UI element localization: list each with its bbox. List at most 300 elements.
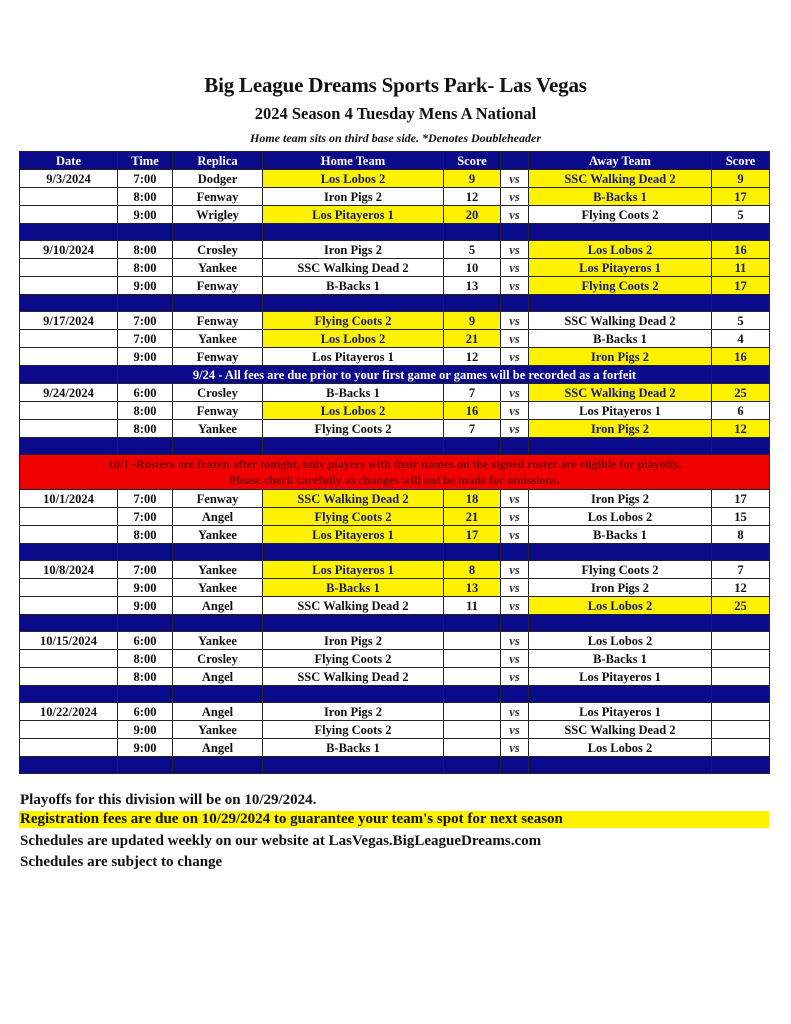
game-replica-field: Fenway [173, 188, 263, 206]
game-replica-field: Angel [173, 597, 263, 615]
away-team: Flying Coots 2 [529, 561, 712, 579]
game-time: 8:00 [118, 420, 173, 438]
home-score: 20 [444, 206, 501, 224]
away-team: Los Lobos 2 [529, 508, 712, 526]
game-row [20, 721, 770, 739]
game-replica-field: Angel [173, 703, 263, 721]
game-time: 9:00 [118, 348, 173, 366]
home-score: 21 [444, 330, 501, 348]
col-header-away-score: Score [712, 152, 770, 170]
week-separator-row [20, 686, 770, 703]
game-row [20, 650, 770, 668]
roster-banner-line-2: Please check carefully as changes will not be made for omissions. [229, 473, 560, 487]
away-score [712, 650, 770, 668]
vs-label: vs [501, 420, 529, 438]
away-score: 17 [712, 277, 770, 295]
away-score: 12 [712, 579, 770, 597]
roster-banner-line-1: 10/1 -Rosters are frozen after tonight, only players with their names on the signed roster are eligible for playoffs. [107, 457, 682, 471]
home-score: 13 [444, 277, 501, 295]
home-score [444, 668, 501, 686]
separator-cell [173, 544, 263, 561]
game-row [20, 739, 770, 757]
separator-cell [263, 295, 444, 312]
page-subtitle: 2024 Season 4 Tuesday Mens A National [254, 104, 537, 123]
game-time: 8:00 [118, 259, 173, 277]
game-row [20, 188, 770, 206]
separator-cell [263, 615, 444, 632]
away-score: 5 [712, 312, 770, 330]
home-score: 8 [444, 561, 501, 579]
home-team: Los Lobos 2 [263, 170, 444, 188]
week-separator-row [20, 438, 770, 455]
separator-cell [501, 757, 529, 774]
home-team-note: Home team sits on third base side. *Denotes Doubleheader [250, 131, 541, 145]
away-team: Los Lobos 2 [529, 597, 712, 615]
game-row [20, 703, 770, 721]
game-replica-field: Crosley [173, 384, 263, 402]
game-row [20, 526, 770, 544]
game-date [20, 508, 118, 526]
away-team: Los Pitayeros 1 [529, 668, 712, 686]
col-header-time: Time [118, 152, 173, 170]
game-time: 9:00 [118, 739, 173, 757]
game-replica-field: Yankee [173, 721, 263, 739]
separator-cell [173, 224, 263, 241]
vs-label: vs [501, 384, 529, 402]
game-time: 9:00 [118, 579, 173, 597]
game-date [20, 579, 118, 597]
separator-cell [712, 438, 770, 455]
separator-cell [712, 295, 770, 312]
game-row [20, 420, 770, 438]
home-team: Iron Pigs 2 [263, 632, 444, 650]
home-score: 12 [444, 348, 501, 366]
separator-cell [118, 224, 173, 241]
vs-label: vs [501, 206, 529, 224]
away-team: SSC Walking Dead 2 [529, 384, 712, 402]
game-date [20, 739, 118, 757]
game-date [20, 650, 118, 668]
home-score: 5 [444, 241, 501, 259]
away-score: 25 [712, 384, 770, 402]
game-date [20, 277, 118, 295]
away-score [712, 668, 770, 686]
separator-cell [501, 295, 529, 312]
separator-cell [444, 757, 501, 774]
col-header-date: Date [20, 152, 118, 170]
game-time: 9:00 [118, 206, 173, 224]
home-team: Flying Coots 2 [263, 721, 444, 739]
game-row [20, 402, 770, 420]
away-team: Los Lobos 2 [529, 241, 712, 259]
schedule-body [20, 170, 770, 774]
separator-cell [712, 615, 770, 632]
playoffs-notice: Playoffs for this division will be on 10/29/2024. [20, 792, 317, 808]
fees-banner: 9/24 - All fees are due prior to your first game or games will be recorded as a forfeit [118, 366, 712, 384]
game-replica-field: Yankee [173, 420, 263, 438]
home-team: Flying Coots 2 [263, 650, 444, 668]
page-title: Big League Dreams Sports Park- Las Vegas [204, 73, 587, 97]
game-row [20, 277, 770, 295]
vs-label: vs [501, 579, 529, 597]
away-team: Los Pitayeros 1 [529, 402, 712, 420]
away-score: 9 [712, 170, 770, 188]
home-team: Los Pitayeros 1 [263, 526, 444, 544]
game-row [20, 384, 770, 402]
away-team: SSC Walking Dead 2 [529, 721, 712, 739]
away-score [712, 703, 770, 721]
game-replica-field: Crosley [173, 650, 263, 668]
banner-spacer [20, 366, 118, 384]
vs-label: vs [501, 650, 529, 668]
roster-freeze-banner-row [20, 455, 770, 490]
website-notice: Schedules are updated weekly on our website at LasVegas.BigLeagueDreams.com [20, 833, 542, 849]
game-date [20, 348, 118, 366]
vs-label: vs [501, 259, 529, 277]
home-score: 13 [444, 579, 501, 597]
game-time: 8:00 [118, 526, 173, 544]
separator-cell [118, 615, 173, 632]
game-row [20, 206, 770, 224]
home-score: 21 [444, 508, 501, 526]
banner-spacer [712, 366, 770, 384]
separator-cell [263, 224, 444, 241]
game-row [20, 259, 770, 277]
game-replica-field: Angel [173, 739, 263, 757]
separator-cell [444, 224, 501, 241]
separator-cell [173, 615, 263, 632]
separator-cell [501, 438, 529, 455]
game-date [20, 597, 118, 615]
vs-label: vs [501, 241, 529, 259]
col-header-home-team: Home Team [263, 152, 444, 170]
away-team: SSC Walking Dead 2 [529, 170, 712, 188]
vs-label: vs [501, 402, 529, 420]
away-team: Los Lobos 2 [529, 632, 712, 650]
fees-banner-row [20, 366, 770, 384]
home-team: SSC Walking Dead 2 [263, 490, 444, 508]
away-score: 6 [712, 402, 770, 420]
week-separator-row [20, 615, 770, 632]
home-team: Iron Pigs 2 [263, 188, 444, 206]
vs-label: vs [501, 348, 529, 366]
away-score: 8 [712, 526, 770, 544]
separator-cell [20, 686, 118, 703]
home-team: Los Lobos 2 [263, 330, 444, 348]
game-replica-field: Yankee [173, 579, 263, 597]
separator-cell [529, 224, 712, 241]
game-date [20, 330, 118, 348]
vs-label: vs [501, 668, 529, 686]
away-team: Los Pitayeros 1 [529, 259, 712, 277]
table-header-row [20, 152, 770, 170]
separator-cell [118, 544, 173, 561]
game-replica-field: Crosley [173, 241, 263, 259]
home-team: SSC Walking Dead 2 [263, 259, 444, 277]
home-score: 9 [444, 170, 501, 188]
game-date: 10/15/2024 [20, 632, 118, 650]
home-team: Los Pitayeros 1 [263, 561, 444, 579]
game-replica-field: Yankee [173, 561, 263, 579]
col-header-away-team: Away Team [529, 152, 712, 170]
separator-cell [529, 757, 712, 774]
separator-cell [501, 224, 529, 241]
game-time: 8:00 [118, 650, 173, 668]
home-score: 10 [444, 259, 501, 277]
away-team: Flying Coots 2 [529, 277, 712, 295]
separator-cell [173, 757, 263, 774]
game-date: 10/1/2024 [20, 490, 118, 508]
away-score [712, 721, 770, 739]
vs-label: vs [501, 490, 529, 508]
game-row [20, 561, 770, 579]
separator-cell [118, 295, 173, 312]
home-team: SSC Walking Dead 2 [263, 597, 444, 615]
home-team: Flying Coots 2 [263, 312, 444, 330]
home-score: 7 [444, 384, 501, 402]
away-score: 16 [712, 241, 770, 259]
week-separator-row [20, 544, 770, 561]
game-row [20, 241, 770, 259]
game-date [20, 259, 118, 277]
game-replica-field: Angel [173, 508, 263, 526]
vs-label: vs [501, 739, 529, 757]
home-score: 18 [444, 490, 501, 508]
game-row [20, 348, 770, 366]
vs-label: vs [501, 561, 529, 579]
away-score: 17 [712, 490, 770, 508]
col-header-replica: Replica [173, 152, 263, 170]
vs-label: vs [501, 312, 529, 330]
home-team: Flying Coots 2 [263, 420, 444, 438]
col-header-home-score: Score [444, 152, 501, 170]
separator-cell [20, 224, 118, 241]
home-team: B-Backs 1 [263, 277, 444, 295]
away-score: 11 [712, 259, 770, 277]
home-team: B-Backs 1 [263, 579, 444, 597]
separator-cell [501, 544, 529, 561]
separator-cell [712, 757, 770, 774]
home-team: Los Pitayeros 1 [263, 206, 444, 224]
vs-label: vs [501, 330, 529, 348]
separator-cell [20, 757, 118, 774]
game-row [20, 597, 770, 615]
separator-cell [173, 295, 263, 312]
away-team: Iron Pigs 2 [529, 420, 712, 438]
separator-cell [20, 544, 118, 561]
game-replica-field: Fenway [173, 348, 263, 366]
away-team: B-Backs 1 [529, 330, 712, 348]
game-time: 6:00 [118, 384, 173, 402]
away-score: 15 [712, 508, 770, 526]
vs-label: vs [501, 721, 529, 739]
separator-cell [118, 438, 173, 455]
home-team: Iron Pigs 2 [263, 703, 444, 721]
vs-label: vs [501, 188, 529, 206]
home-score [444, 739, 501, 757]
away-team: Iron Pigs 2 [529, 579, 712, 597]
game-time: 6:00 [118, 703, 173, 721]
separator-cell [118, 757, 173, 774]
game-time: 6:00 [118, 632, 173, 650]
vs-label: vs [501, 632, 529, 650]
game-time: 8:00 [118, 402, 173, 420]
vs-label: vs [501, 526, 529, 544]
separator-cell [20, 438, 118, 455]
separator-cell [444, 686, 501, 703]
home-score: 11 [444, 597, 501, 615]
away-score: 16 [712, 348, 770, 366]
home-team: B-Backs 1 [263, 384, 444, 402]
game-replica-field: Wrigley [173, 206, 263, 224]
separator-cell [444, 438, 501, 455]
schedule-table [19, 151, 770, 774]
away-score [712, 632, 770, 650]
separator-cell [173, 438, 263, 455]
game-replica-field: Yankee [173, 526, 263, 544]
game-time: 7:00 [118, 508, 173, 526]
home-score: 9 [444, 312, 501, 330]
game-replica-field: Fenway [173, 490, 263, 508]
col-header-vs [501, 152, 529, 170]
game-replica-field: Fenway [173, 312, 263, 330]
home-team: Iron Pigs 2 [263, 241, 444, 259]
away-score: 4 [712, 330, 770, 348]
home-team: SSC Walking Dead 2 [263, 668, 444, 686]
separator-cell [263, 544, 444, 561]
game-time: 9:00 [118, 277, 173, 295]
game-time: 9:00 [118, 721, 173, 739]
game-replica-field: Yankee [173, 632, 263, 650]
away-team: Iron Pigs 2 [529, 348, 712, 366]
separator-cell [712, 224, 770, 241]
game-date: 10/22/2024 [20, 703, 118, 721]
home-score: 17 [444, 526, 501, 544]
game-replica-field: Angel [173, 668, 263, 686]
home-score [444, 721, 501, 739]
game-date [20, 721, 118, 739]
home-score: 7 [444, 420, 501, 438]
game-row [20, 668, 770, 686]
separator-cell [118, 686, 173, 703]
game-date [20, 668, 118, 686]
week-separator-row [20, 295, 770, 312]
separator-cell [529, 615, 712, 632]
home-score [444, 650, 501, 668]
separator-cell [173, 686, 263, 703]
game-time: 7:00 [118, 490, 173, 508]
separator-cell [444, 295, 501, 312]
game-date [20, 188, 118, 206]
game-date: 10/8/2024 [20, 561, 118, 579]
separator-cell [263, 757, 444, 774]
separator-cell [501, 686, 529, 703]
game-replica-field: Yankee [173, 259, 263, 277]
game-time: 8:00 [118, 668, 173, 686]
away-team: B-Backs 1 [529, 526, 712, 544]
game-replica-field: Fenway [173, 402, 263, 420]
away-team: B-Backs 1 [529, 650, 712, 668]
game-time: 9:00 [118, 597, 173, 615]
week-separator-row [20, 757, 770, 774]
separator-cell [529, 544, 712, 561]
game-row [20, 579, 770, 597]
vs-label: vs [501, 597, 529, 615]
game-time: 8:00 [118, 241, 173, 259]
home-team: Los Lobos 2 [263, 402, 444, 420]
separator-cell [20, 295, 118, 312]
game-replica-field: Fenway [173, 277, 263, 295]
game-date: 9/17/2024 [20, 312, 118, 330]
separator-cell [444, 544, 501, 561]
away-team: Los Lobos 2 [529, 739, 712, 757]
away-score: 17 [712, 188, 770, 206]
home-team: Los Pitayeros 1 [263, 348, 444, 366]
change-notice: Schedules are subject to change [20, 854, 223, 870]
game-replica-field: Yankee [173, 330, 263, 348]
game-date: 9/24/2024 [20, 384, 118, 402]
game-time: 7:00 [118, 312, 173, 330]
home-score: 16 [444, 402, 501, 420]
vs-label: vs [501, 703, 529, 721]
away-team: SSC Walking Dead 2 [529, 312, 712, 330]
separator-cell [444, 615, 501, 632]
separator-cell [501, 615, 529, 632]
separator-cell [712, 686, 770, 703]
home-score: 12 [444, 188, 501, 206]
separator-cell [529, 295, 712, 312]
away-score: 7 [712, 561, 770, 579]
away-score: 25 [712, 597, 770, 615]
away-team: Iron Pigs 2 [529, 490, 712, 508]
separator-cell [529, 686, 712, 703]
game-date: 9/3/2024 [20, 170, 118, 188]
game-time: 7:00 [118, 330, 173, 348]
registration-notice: Registration fees are due on 10/29/2024 to guarantee your team's spot for next season [19, 811, 769, 828]
away-score: 5 [712, 206, 770, 224]
home-score [444, 703, 501, 721]
game-date [20, 402, 118, 420]
away-team: B-Backs 1 [529, 188, 712, 206]
game-row [20, 312, 770, 330]
separator-cell [529, 438, 712, 455]
game-row [20, 330, 770, 348]
game-time: 8:00 [118, 188, 173, 206]
home-score [444, 632, 501, 650]
game-row [20, 632, 770, 650]
home-team: Flying Coots 2 [263, 508, 444, 526]
vs-label: vs [501, 170, 529, 188]
game-date [20, 526, 118, 544]
game-row [20, 508, 770, 526]
separator-cell [263, 686, 444, 703]
away-score [712, 739, 770, 757]
game-date [20, 420, 118, 438]
week-separator-row [20, 224, 770, 241]
away-score: 12 [712, 420, 770, 438]
separator-cell [263, 438, 444, 455]
game-replica-field: Dodger [173, 170, 263, 188]
away-team: Flying Coots 2 [529, 206, 712, 224]
game-time: 7:00 [118, 170, 173, 188]
game-row [20, 490, 770, 508]
game-date [20, 206, 118, 224]
game-time: 7:00 [118, 561, 173, 579]
separator-cell [20, 615, 118, 632]
separator-cell [712, 544, 770, 561]
vs-label: vs [501, 277, 529, 295]
roster-freeze-banner [20, 455, 770, 490]
